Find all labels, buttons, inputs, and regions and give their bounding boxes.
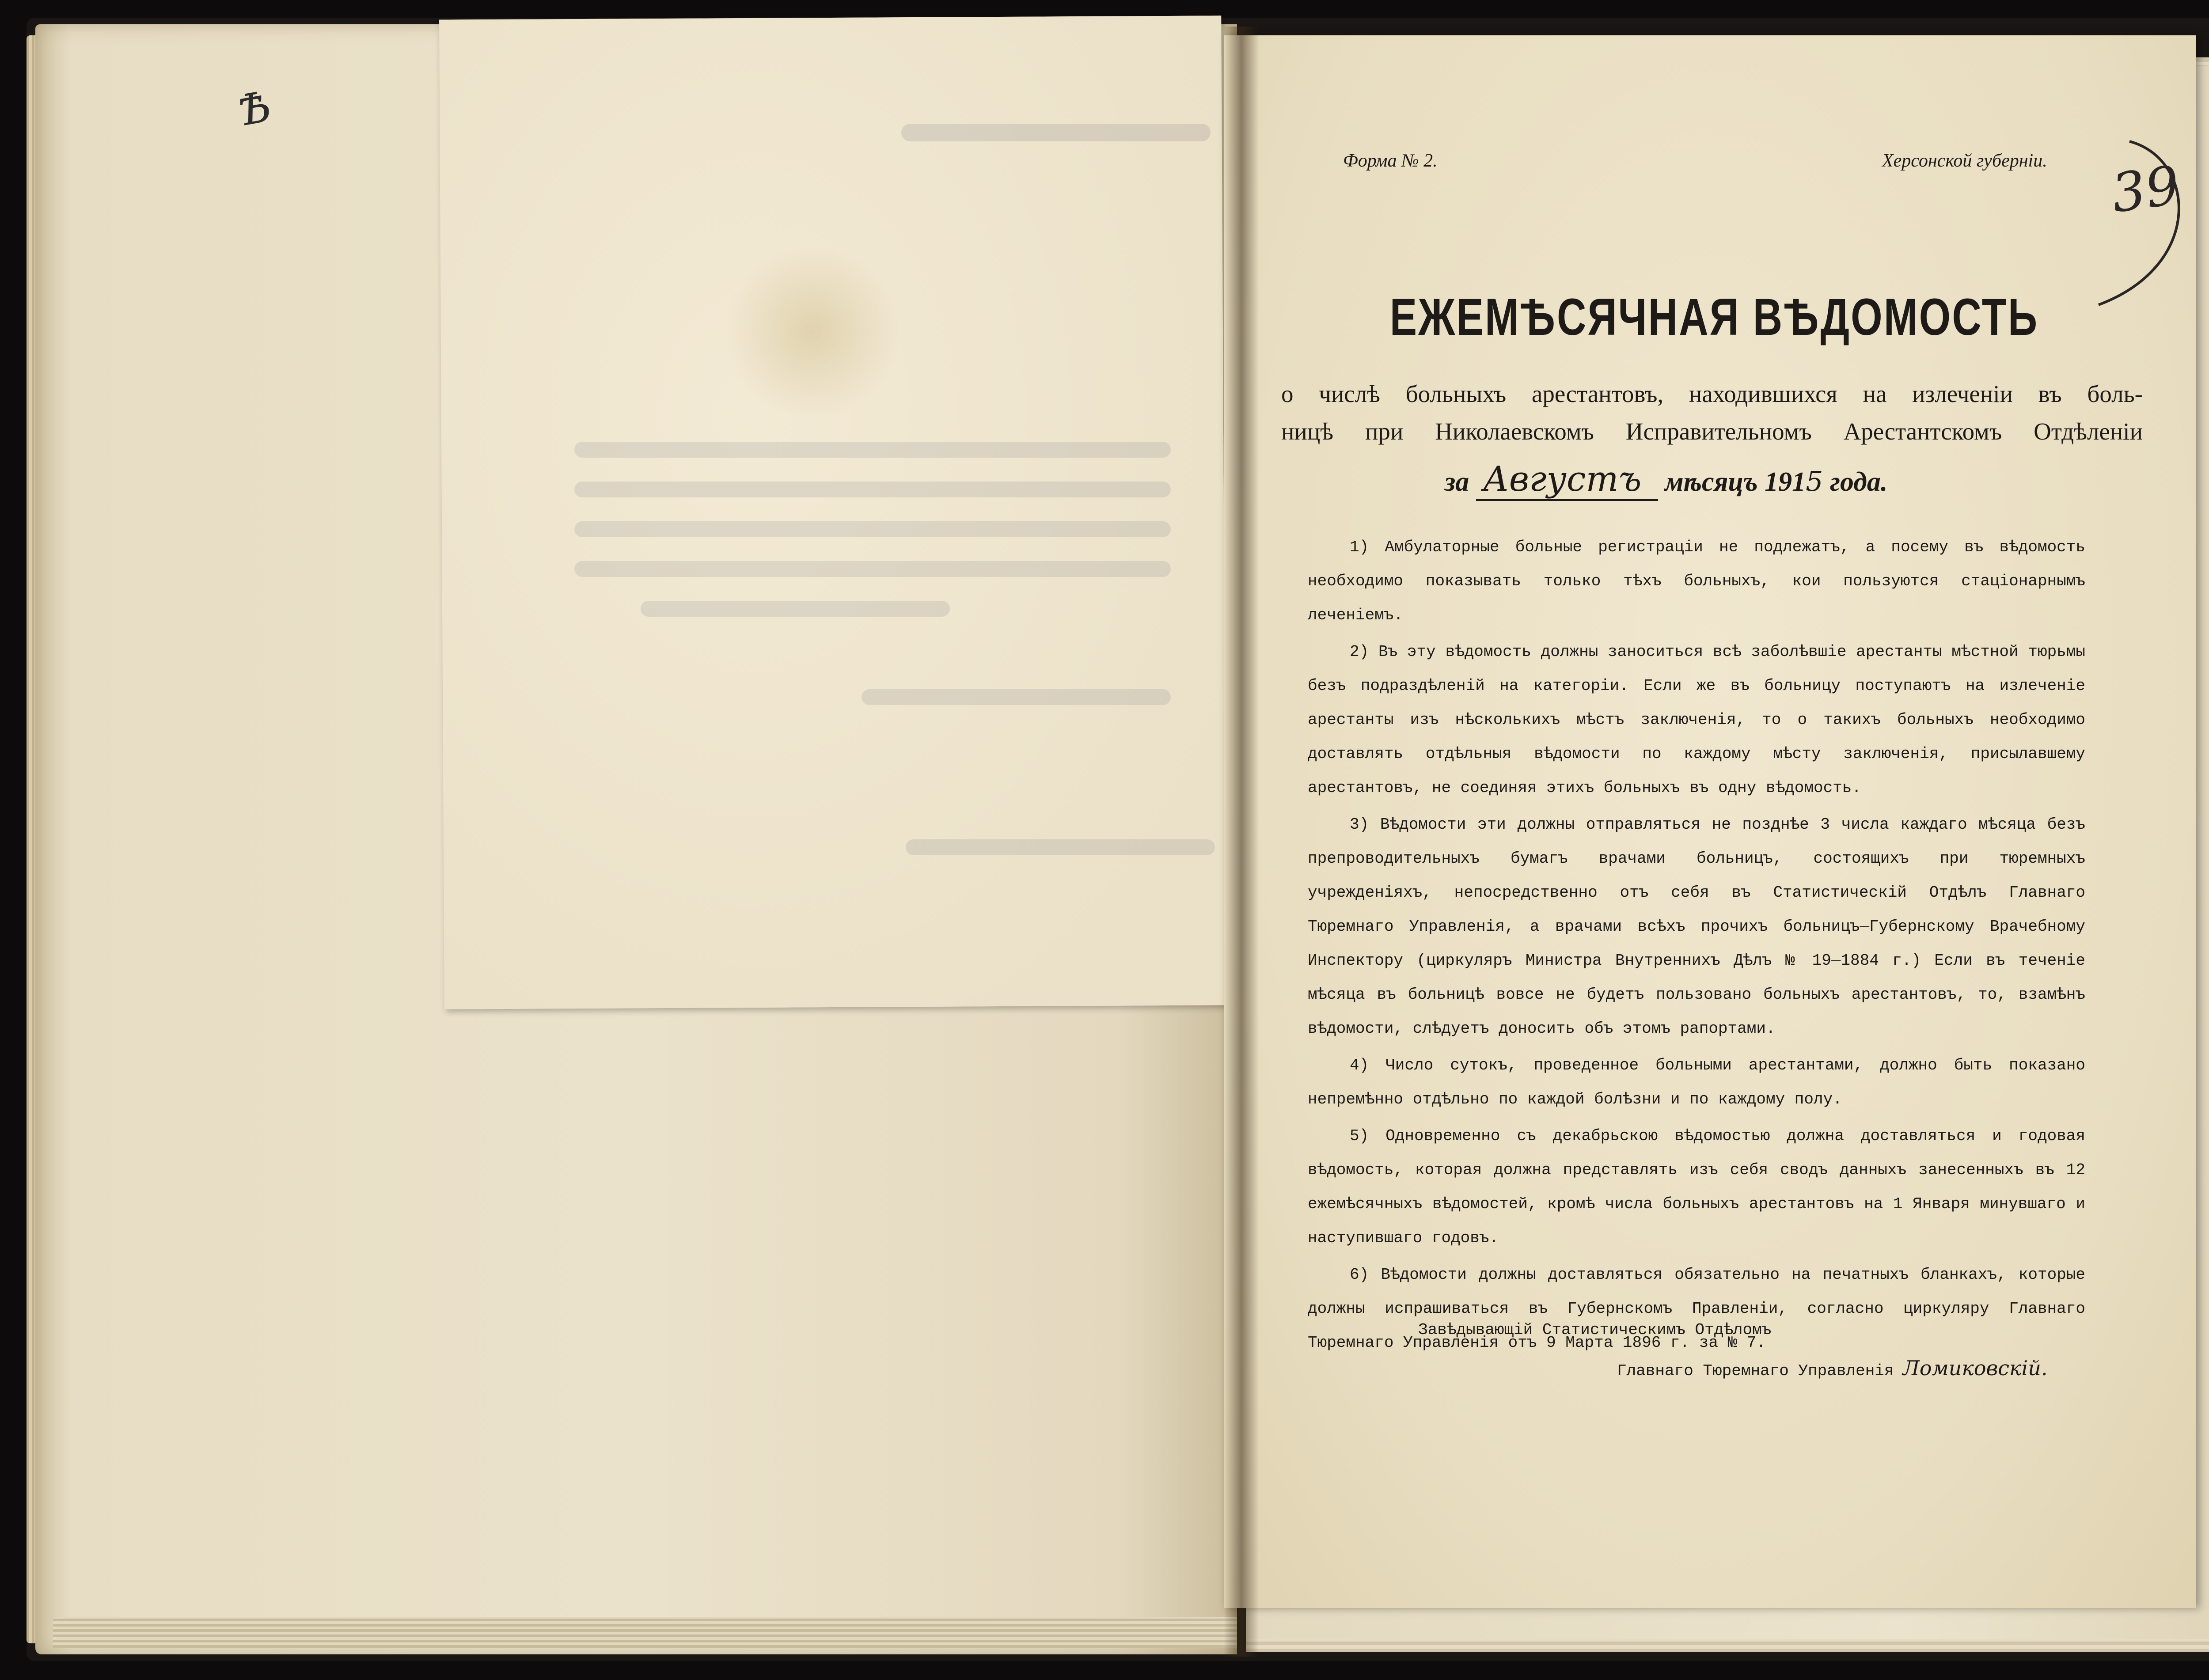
subtitle-line-2: ницѣ при Николаевскомъ Исправительномъ Арестантскомъ Отдѣленіи: [1281, 418, 2143, 445]
signature-name: Ломиковскій.: [1902, 1356, 2048, 1380]
period-suffix: года.: [1830, 467, 1888, 497]
form-number: Форма № 2.: [1343, 151, 1438, 171]
faded-text-line: [641, 601, 950, 617]
faded-stamp: [720, 247, 906, 415]
province-label: Херсонской губерніи.: [1882, 151, 2047, 171]
month-handwritten: Августъ: [1476, 459, 1658, 501]
period-row: [1445, 459, 1887, 501]
rule-item: 1) Амбулаторные больные регистраціи не подлежатъ, а посему въ вѣдомость необходимо показывать только тѣхъ больныхъ, кои пользуются стаціонарнымъ леченіемъ.: [1308, 538, 2085, 624]
document-title: ЕЖЕМѢСЯЧНАЯ ВѢДОМОСТЬ: [1389, 288, 2039, 346]
period-prefix: за: [1445, 467, 1469, 497]
rule-item: 3) Вѣдомости эти должны отправляться не позднѣе 3 числа каждаго мѣсяца безъ препроводительныхъ бумагъ врачами больницъ, состоящихъ при тюремныхъ учрежденіяхъ, непосредственно отъ себя въ Статистическій Отдѣлъ Главнаго Тюремнаго Управленія, а врачами всѣхъ прочихъ больницъ—Губернскому Врачебному Инспектору (циркуляръ Министра Внутреннихъ Дѣлъ № 19—1884 г.) Если въ теченіе мѣсяца въ больницѣ вовсе не будетъ пользовано больныхъ арестантовъ, то, взамѣнъ вѣдомости, слѣдуетъ доносить объ этомъ рапортами.: [1308, 815, 2085, 1038]
faded-text-line: [574, 482, 1171, 497]
rule-item: 4) Число сутокъ, проведенное больными арестантами, должно быть показано непремѣнно отдѣльно по каждой болѣзни и по каждому полу.: [1308, 1056, 2085, 1108]
inserted-letter: [439, 15, 1226, 1009]
faded-text-line: [901, 124, 1211, 141]
faded-text-line: [574, 521, 1171, 537]
bottom-page-edge: [53, 1617, 1237, 1648]
folio-number-right-page: 39: [2108, 155, 2183, 225]
faded-text-line: [574, 561, 1171, 577]
faded-text-line: [906, 839, 1215, 855]
rule-item: 2) Въ эту вѣдомость должны заноситься всѣ заболѣвшіе арестанты мѣстной тюрьмы безъ подраздѣленій на категоріи. Если же въ больницу поступаютъ на излеченіе арестанты изъ нѣсколькихъ мѣстъ заключенія, то о такихъ больныхъ необходимо доставлять отдѣльныя вѣдомости по каждому мѣсту заключенія, присылавшему арестантовъ, не соединяя этихъ больныхъ въ одну вѣдомость.: [1308, 643, 2085, 797]
month-word: мѣсяцъ: [1665, 467, 1758, 497]
faded-text-line: [862, 689, 1171, 705]
year-handwritten: 5: [1806, 465, 1823, 497]
rule-item: 5) Одновременно съ декабрьскою вѣдомостью должна доставляться и годовая вѣдомость, которая должна представлять изъ себя сводъ данныхъ занесенныхъ въ 12 ежемѣсячныхъ вѣдомостей, кромѣ числа больныхъ арестантовъ на 1 Января минувшаго и наступившаго годовъ.: [1308, 1127, 2085, 1247]
year-printed: 191: [1765, 467, 1806, 497]
signature-line-1: Завѣдывающій Статистическимъ Отдѣломъ: [1418, 1321, 1772, 1339]
rule-item: 6) Вѣдомости должны доставляться обязательно на печатныхъ бланкахъ, которые должны испрашиваться въ Губернскомъ Правленіи, согласно циркуляру Главнаго Тюремнаго Управленія отъ 9 Марта 1896 г. за № 7.: [1308, 1266, 2085, 1352]
faded-text-line: [574, 442, 1171, 458]
rules-list: [1308, 530, 2085, 1362]
book-gutter: [1224, 27, 1259, 1657]
signature-office: Главнаго Тюремнаго Управленія: [1617, 1362, 1894, 1380]
left-folio-mark: Ѣ: [234, 81, 275, 136]
subtitle-line-1: о числѣ больныхъ арестантовъ, находившихся на излеченіи въ боль-: [1281, 380, 2143, 407]
signature-line-2: [1617, 1356, 2048, 1380]
